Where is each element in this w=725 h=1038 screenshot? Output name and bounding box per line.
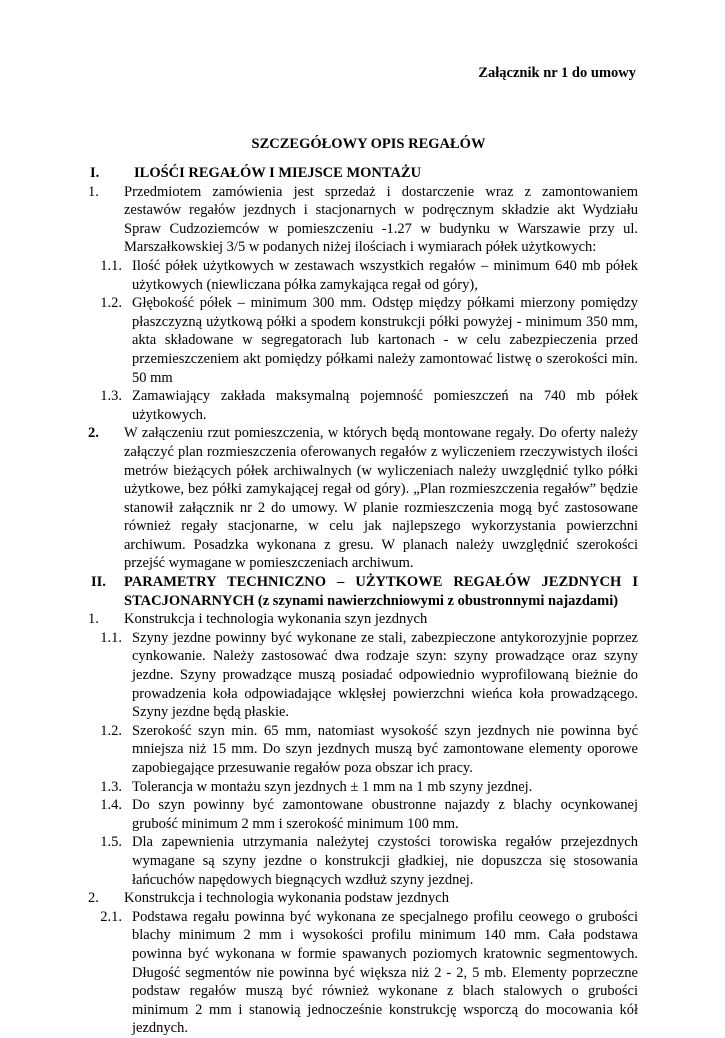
item-number: 1.1. xyxy=(100,629,122,646)
item-text: Szyny jezdne powinny być wykonane ze stali, zabezpieczone antykorozyjnie poprzez cynkowanie. Należy zastosować dwa rodzaje szyn: szyny prowadzące oraz szyny jezdne. Szyny prowadzące muszą posiadać odpowiednio wyprofilowaną bieżnie do prowadzenia koła odpowiadające wklęsłej powierzchni wieńca koła prowadzącego. Szyny jezdne będą płaskie. xyxy=(132,629,638,721)
item-text: Do szyn powinny być zamontowane obustronne najazdy z blachy ocynkowanej grubość minimum 2 mm i szerokość minimum 100 mm. xyxy=(132,797,638,832)
document-body xyxy=(0,164,725,1038)
item-number: 1.3. xyxy=(100,388,122,405)
item-number: 1.2. xyxy=(100,722,122,739)
item-text: Konstrukcja i technologia wykonania szyn jezdnych xyxy=(124,611,428,628)
item-number: 1.1. xyxy=(100,257,122,274)
item-number: 1.2. xyxy=(100,295,122,312)
section-2-item-2 xyxy=(0,889,725,908)
section-1-item-1-2 xyxy=(0,294,725,387)
item-text: Ilość półek użytkowych w zestawach wszystkich regałów – minimum 640 mb półek użytkowych (niewliczana półka zamykająca regał od góry), xyxy=(132,257,638,293)
section-1-heading xyxy=(0,164,725,183)
section-2-item-1-4 xyxy=(0,796,725,833)
item-number: 1.3. xyxy=(100,778,122,795)
item-number: 1. xyxy=(88,611,99,628)
section-2-item-2-1 xyxy=(0,908,725,1038)
item-text: Tolerancja w montażu szyn jezdnych ± 1 mm na 1 mb szyny jezdnej. xyxy=(132,778,533,795)
section-2-heading xyxy=(0,573,725,610)
item-number: 1.5. xyxy=(100,834,122,851)
section-1-item-1 xyxy=(0,183,725,257)
item-text: Przedmiotem zamówienia jest sprzedaż i dostarczenie wraz z zamontowaniem zestawów regałów jezdnych i stacjonarnych w podręcznym składzie akt Wydziału Spraw Cudzoziemców w pomieszczeniu -1.27 w budynku w Warszawie przy ul. Marszałkowskiej 3/5 w podanych niżej ilościach i wymiarach półek użytkowych: xyxy=(124,183,638,256)
item-number: 1.4. xyxy=(100,797,122,814)
item-text: Podstawa regału powinna być wykonana ze specjalnego profilu ceowego o grubości blachy minimum 2 mm i wysokości profilu minimum 140 mm. Cała podstawa powinna być wykonana w formie spawanych poziomych kratownic segmentowych. Długość segmentów nie powinna być większa niż 2 - 2, 5 mb. Elementy poprzeczne podstaw regałów muszą być również wykonane z blach stalowych o grubości minimum 2 mm i stanowią jednocześnie konstrukcję wsporczą do mocowania kół jezdnych. xyxy=(132,908,638,1037)
section-1-item-2 xyxy=(0,424,725,573)
item-text: W załączeniu rzut pomieszczenia, w których będą montowane regały. Do oferty należy załączyć plan rozmieszczenia oferowanych regałów z wyliczeniem rzeczywistych ilości metrów bieżących półek archiwalnych (w wyliczeniach należy uwzględnić tylko półki użytkowe, bez półki zamykającej regał od góry). „Plan rozmieszczenia regałów” będzie stanowił załącznik nr 2 do umowy. W planie rozmieszczenia mogą być zastosowane również regały stacjonarne, w celu jak najlepszego wykorzystania powierzchni archiwum. Posadzka wykonana z gresu. W planach należy uwzględnić szerokości przejść wymagane w pomieszczeniach archiwum. xyxy=(124,425,638,572)
section-2-title xyxy=(124,573,638,610)
item-number: 2. xyxy=(88,425,99,442)
item-text: Głębokość półek – minimum 300 mm. Odstęp między półkami mierzony pomiędzy płaszczyzną użytkową półki a spodem konstrukcji półki powyżej - minimum 350 mm, akta składowane w segregatorach lub kartonach - w celu zabezpieczenia przed przemieszczeniem akt pomiędzy półkami należy zamontować listwę o szerokości min. 50 mm xyxy=(132,295,638,386)
section-2-item-1-5 xyxy=(0,833,725,889)
section-2-item-1 xyxy=(0,610,725,629)
item-text: Dla zapewnienia utrzymania należytej czystości torowiska regałów przejezdnych wymagane są szyny jezdne o konstrukcji gładkiej, nie dopuszcza się stosowania łańcuchów napędowych biegnących wzdłuż szyny jezdnej. xyxy=(132,834,638,888)
section-1-item-1-1 xyxy=(0,257,725,294)
attachment-label: Załącznik nr 1 do umowy xyxy=(478,65,636,81)
section-1-item-1-3 xyxy=(0,387,725,424)
section-2-item-1-2 xyxy=(0,722,725,778)
document-title: SZCZEGÓŁOWY OPIS REGAŁÓW xyxy=(251,136,486,152)
section-1-number: I. xyxy=(90,165,100,181)
section-2-title-main: PARAMETRY TECHNICZNO – UŻYTKOWE REGAŁÓW JEZDNYCH I STACJONARNYCH xyxy=(124,574,638,609)
section-2-item-1-1 xyxy=(0,629,725,722)
item-number: 1. xyxy=(88,183,99,200)
section-2-title-sub: (z szynami nawierzchniowymi z obustronnymi najazdami) xyxy=(257,592,619,609)
item-number: 2.1. xyxy=(100,908,122,925)
item-number: 2. xyxy=(88,890,99,907)
section-2-number: II. xyxy=(91,574,106,591)
section-1-title: ILOŚĆI REGAŁÓW I MIEJSCE MONTAŻU xyxy=(134,165,422,181)
item-text: Szerokość szyn min. 65 mm, natomiast wysokość szyn jezdnych nie powinna być mniejsza niż 15 mm. Do szyn jezdnych muszą być zamontowane elementy oporowe zapobiegające przesuwanie regałów poza obszar ich pracy. xyxy=(132,722,638,776)
item-text: Konstrukcja i technologia wykonania podstaw jezdnych xyxy=(124,890,449,907)
item-text: Zamawiający zakłada maksymalną pojemność pomieszczeń na 740 mb półek użytkowych. xyxy=(132,388,638,423)
section-2-item-1-3 xyxy=(0,778,725,797)
